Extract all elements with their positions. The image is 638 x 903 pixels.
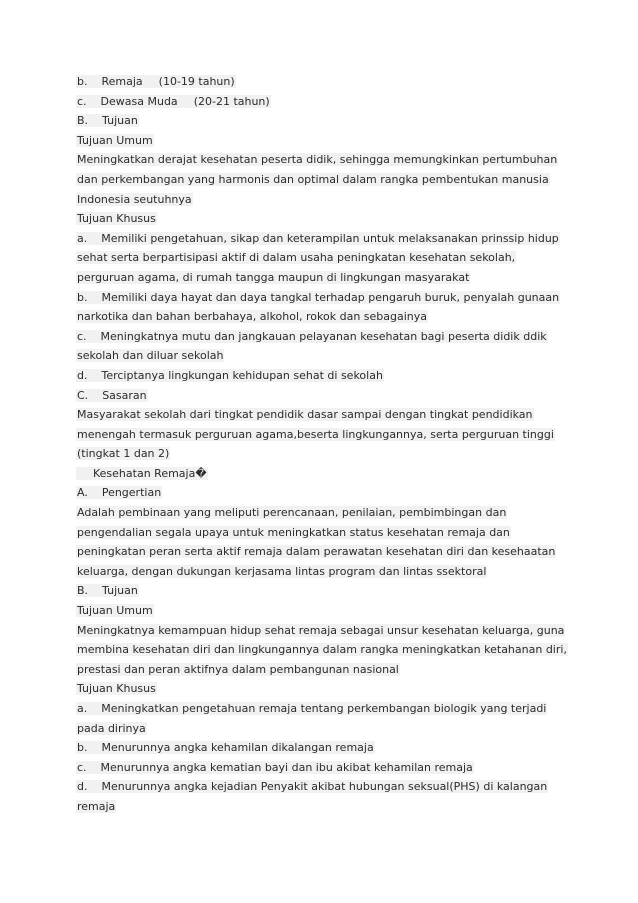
- text-line: [76, 464, 576, 484]
- text-line: [76, 425, 576, 445]
- line-text: [76, 349, 224, 362]
- text-line: [76, 131, 576, 151]
- line-content: Tujuan: [102, 584, 138, 598]
- line-text: [76, 330, 548, 343]
- line-content: pengendalian segala upaya untuk meningkatkan status kesehatan remaja dan: [77, 525, 510, 539]
- text-line: [76, 777, 576, 797]
- text-line: [76, 679, 576, 699]
- line-text: [76, 251, 516, 264]
- line-text: [76, 408, 534, 421]
- list-marker: B.: [77, 114, 89, 128]
- line-text: [76, 800, 116, 813]
- list-marker: d.: [77, 368, 88, 382]
- line-content: Sasaran: [102, 388, 147, 402]
- line-content: Meningkatkan pengetahuan remaja tentang perkembangan biologik yang terjadi: [101, 702, 547, 715]
- line-content: Menurunnya angka kematian bayi dan ibu akibat kehamilan remaja: [100, 760, 473, 774]
- line-content: sehat serta berpartisipasi aktif di dalam usaha peningkatan kesehatan sekolah,: [77, 251, 516, 265]
- line-text: [76, 75, 236, 88]
- text-line: [76, 248, 576, 268]
- list-marker: A.: [77, 486, 88, 500]
- list-marker: b.: [77, 75, 88, 88]
- line-content: keluarga, dengan dukungan kerjasama lintas program dan lintas ssektoral: [77, 564, 487, 578]
- text-line: [76, 640, 576, 660]
- list-marker: B.: [77, 584, 89, 598]
- line-content: Meningkatnya mutu dan jangkauan pelayanan kesehatan bagi peserta didik ddik: [100, 329, 547, 343]
- list-marker: d.: [77, 780, 88, 794]
- line-text: [76, 95, 271, 108]
- line-content: Tujuan Umum: [77, 133, 153, 147]
- line-content: Dewasa Muda: [100, 94, 178, 108]
- line-text: [76, 467, 208, 480]
- line-content: peningkatan peran serta aktif remaja dalam perawatan kesehatan diri dan kesehaatan: [77, 545, 556, 559]
- text-line: [76, 523, 576, 543]
- line-content: Menurunnya angka kehamilan dikalangan remaja: [101, 741, 374, 755]
- text-line: [76, 797, 576, 817]
- line-content: membina kesehatan diri dan lingkungannya dalam rangka meningkatkan ketahanan diri,: [77, 643, 567, 657]
- text-line: [76, 483, 576, 503]
- line-content: Masyarakat sekolah dari tingkat pendidik dasar sampai dengan tingkat pendidikan: [77, 408, 533, 422]
- text-line: [76, 288, 576, 308]
- line-content: sekolah dan diluar sekolah: [77, 349, 224, 363]
- line-text: [76, 584, 139, 597]
- line-content: remaja: [77, 799, 116, 813]
- list-marker: c.: [77, 329, 87, 343]
- text-line: [76, 170, 576, 190]
- line-text: [76, 761, 474, 774]
- line-text: [76, 526, 511, 539]
- text-line: [76, 327, 576, 347]
- line-content: Tujuan Khusus: [77, 212, 156, 226]
- text-line: [76, 503, 576, 523]
- line-content: menengah termasuk perguruan agama,beserta lingkungannya, serta perguruan tinggi: [77, 427, 554, 441]
- text-line: [76, 150, 576, 170]
- text-line: [76, 699, 576, 719]
- line-content: pada dirinya: [77, 721, 146, 735]
- line-text: [76, 722, 147, 735]
- line-content: perguruan agama, di rumah tangga maupun di lingkungan masyarakat: [77, 270, 470, 284]
- text-line: [76, 758, 576, 778]
- line-content-secondary: (10-19 tahun): [158, 75, 235, 88]
- text-line: [76, 268, 576, 288]
- line-text: [76, 153, 558, 166]
- text-line: [76, 72, 576, 92]
- list-marker: c.: [77, 94, 87, 108]
- line-text: [76, 232, 560, 245]
- text-line: [76, 405, 576, 425]
- line-text: [76, 447, 170, 460]
- line-text: [76, 506, 507, 519]
- line-content: Adalah pembinaan yang meliputi perencanaan, penilaian, pembimbingan dan: [77, 506, 507, 520]
- text-line: [76, 92, 576, 112]
- text-line: [76, 601, 576, 621]
- text-line: [76, 581, 576, 601]
- line-text: [76, 780, 548, 793]
- line-text: [76, 643, 568, 656]
- line-content: Pengertian: [101, 486, 162, 500]
- text-line: [76, 542, 576, 562]
- text-line: [76, 307, 576, 327]
- text-line: [76, 562, 576, 582]
- text-line: [76, 366, 576, 386]
- text-line: [76, 738, 576, 758]
- line-text: [76, 389, 148, 402]
- text-line: [76, 346, 576, 366]
- line-text: [76, 486, 162, 499]
- line-text: [76, 545, 556, 558]
- text-line: [76, 386, 576, 406]
- text-line: [76, 190, 576, 210]
- line-content: (tingkat 1 dan 2): [77, 447, 170, 461]
- line-content: Terciptanya lingkungan kehidupan sehat di sekolah: [101, 368, 383, 382]
- line-content: Tujuan: [102, 114, 138, 128]
- text-line: [76, 621, 576, 641]
- line-text: [76, 702, 547, 715]
- line-content: Indonesia seutuhnya: [77, 192, 192, 206]
- line-text: [76, 428, 555, 441]
- line-text: [76, 271, 470, 284]
- document-body: [76, 72, 576, 817]
- line-content: Memiliki pengetahuan, sikap dan keterampilan untuk melaksanakan prinssip hidup: [101, 231, 559, 245]
- line-text: [76, 741, 375, 754]
- line-content: Meningkatkan derajat kesehatan peserta didik, sehingga memungkinkan pertumbuhan: [77, 153, 558, 167]
- line-text: [76, 682, 157, 695]
- line-text: [76, 604, 154, 617]
- text-line: [76, 111, 576, 131]
- list-marker: C.: [77, 388, 89, 402]
- list-marker: b.: [77, 290, 88, 304]
- line-content: Kesehatan Remaja�: [93, 466, 207, 480]
- line-text: [76, 291, 560, 304]
- line-content-secondary: (20-21 tahun): [193, 94, 270, 108]
- line-content: narkotika dan bahan berbahaya, alkohol, rokok dan sebagainya: [77, 310, 428, 324]
- line-text: [76, 624, 565, 637]
- line-text: [76, 663, 400, 676]
- text-line: [76, 719, 576, 739]
- list-marker: a.: [77, 702, 88, 715]
- text-line: [76, 660, 576, 680]
- list-marker: b.: [77, 741, 88, 755]
- line-content: Meningkatnya kemampuan hidup sehat remaja sebagai unsur kesehatan keluarga, guna: [77, 623, 565, 637]
- line-content: prestasi dan peran aktifnya dalam pembangunan nasional: [77, 662, 399, 676]
- line-text: [76, 369, 384, 382]
- text-line: [76, 209, 576, 229]
- line-text: [76, 114, 139, 127]
- line-text: [76, 134, 154, 147]
- list-marker: a.: [77, 231, 88, 245]
- line-text: [76, 173, 550, 186]
- line-text: [76, 565, 487, 578]
- line-content: dan perkembangan yang harmonis dan optimal dalam rangka pembentukan manusia: [77, 172, 549, 186]
- line-content: Menurunnya angka kejadian Penyakit akibat hubungan seksual(PHS) di kalangan: [101, 780, 548, 794]
- text-line: [76, 444, 576, 464]
- list-marker: c.: [77, 760, 87, 774]
- line-content: Tujuan Umum: [77, 604, 153, 618]
- line-content: Memiliki daya hayat dan daya tangkal terhadap pengaruh buruk, penyalah gunaan: [101, 290, 560, 304]
- text-line: [76, 229, 576, 249]
- line-content: Tujuan Khusus: [77, 682, 156, 696]
- line-content: Remaja: [101, 75, 143, 88]
- line-text: [76, 212, 157, 225]
- line-text: [76, 193, 193, 206]
- line-text: [76, 310, 428, 323]
